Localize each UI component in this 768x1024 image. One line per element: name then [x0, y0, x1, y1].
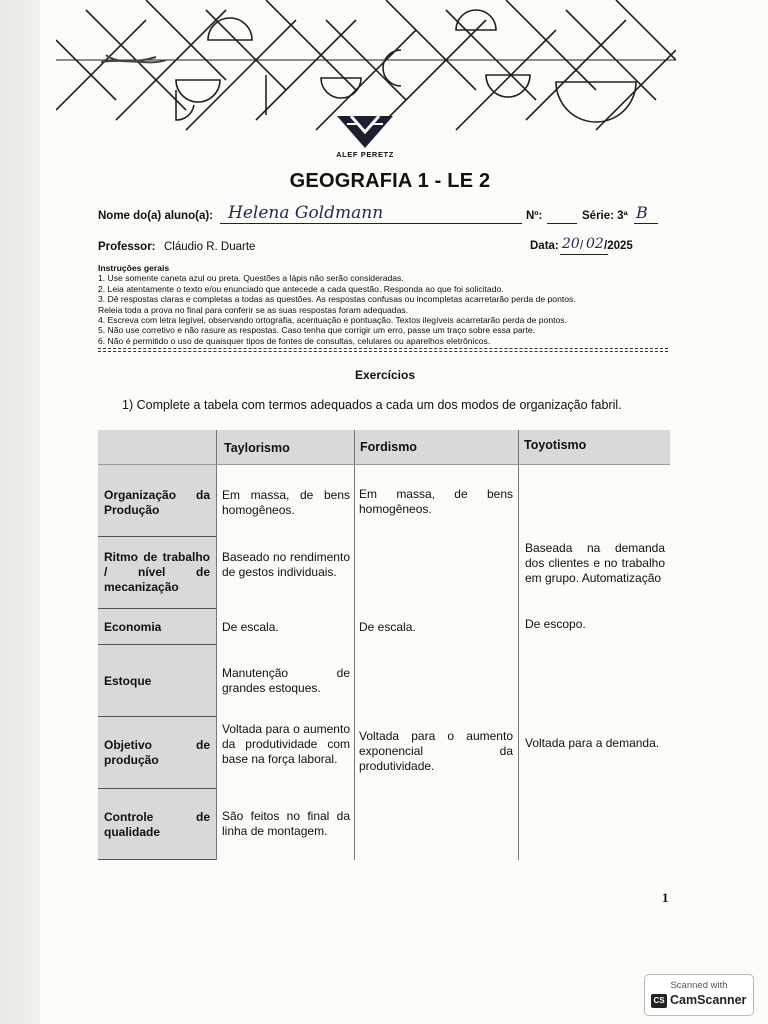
teacher-name: Cláudio R. Duarte: [164, 241, 256, 253]
date-line: [560, 254, 608, 255]
student-name-line: [220, 223, 522, 224]
instruction-item: 6. Não é permitido o uso de quaisquer tipos de fontes de consultas, celulares ou aparelhos eletrônicos.: [98, 335, 491, 346]
date-label: Data:: [530, 240, 559, 252]
alef-peretz-logo: [333, 112, 397, 152]
row-header-economia: Economia: [98, 620, 216, 635]
page-title: GEOGRAFIA 1 - LE 2: [289, 170, 491, 192]
badge-brand: CamScanner: [670, 993, 747, 1007]
table-cell: Voltada para o aumento da produtividade com base na força laboral.: [222, 722, 350, 766]
instruction-item: 2. Leia atentamente o texto e/ou enunciado que antecede a cada questão. Responda ao que foi solicitado.: [98, 283, 504, 294]
student-name-handwriting: Helena Goldmann: [228, 203, 384, 223]
instruction-item: 3. Dê respostas claras e completas a todas as questões. As respostas confusas ou incompletas acarretarão perda de pontos.: [98, 294, 576, 305]
serie-line: [634, 223, 658, 224]
instruction-item: 1. Use somente caneta azul ou preta. Questões a lápis não serão consideradas.: [98, 273, 404, 284]
divider-rule: [98, 348, 668, 349]
instruction-item: Releia toda a prova no final para conferir se as suas respostas foram adequadas.: [98, 304, 409, 315]
student-name-label: Nome do(a) aluno(a):: [98, 210, 213, 222]
table-cell: Baseada na demanda dos clientes e no trabalho em grupo. Automatização: [525, 541, 665, 585]
instructions-block: [98, 263, 678, 346]
serie-handwriting: B: [636, 203, 648, 222]
table-cell: Baseado no rendimento de gestos individuais.: [222, 550, 350, 579]
column-header-toyotismo: Toyotismo: [524, 438, 587, 452]
section-title: Exercícios: [354, 368, 416, 382]
number-line: [547, 223, 577, 224]
question-text: 1) Complete a tabela com termos adequados a cada um dos modos de organização fabril.: [122, 398, 622, 412]
divider-rule: [98, 351, 668, 352]
row-header-objetivo: Objetivo de produção: [98, 738, 216, 768]
table-cell: Em massa, de bens homogêneos.: [359, 487, 513, 516]
factory-organization-table: [98, 430, 670, 860]
date-month-handwriting: 02: [586, 236, 604, 252]
camscanner-icon: CS: [651, 994, 667, 1008]
column-header-taylorismo: Taylorismo: [224, 441, 290, 455]
table-cell: Manutenção de grandes estoques.: [222, 666, 350, 695]
instruction-item: 4. Escreva com letra legível, observando ortografia, acentuação e pontuação. Textos ilegíveis acarretarão perda de pontos.: [98, 315, 567, 326]
table-cell: Voltada para a demanda.: [525, 736, 660, 750]
number-label: Nº:: [526, 210, 543, 222]
column-header-fordismo: Fordismo: [360, 440, 417, 454]
table-cell: Voltada para o aumento exponencial da produtividade.: [359, 729, 513, 773]
instruction-item: 5. Não use corretivo e não rasure as respostas. Caso tenha que corrigir um erro, passe um traço sobre essa parte.: [98, 325, 536, 336]
page-number: 1: [662, 890, 669, 905]
row-header-organizacao: Organização da Produção: [98, 488, 216, 518]
table-cell: São feitos no final da linha de montagem.: [222, 809, 350, 838]
brand-name: ALEF PERETZ: [336, 150, 394, 159]
serie-label: Série: 3ª: [582, 210, 628, 222]
teacher-label: Professor:: [98, 241, 156, 253]
table-cell: Em massa, de bens homogêneos.: [222, 488, 350, 517]
row-header-ritmo: Ritmo de trabalho / nível de mecanização: [98, 550, 216, 595]
table-cell: De escala.: [359, 620, 416, 634]
date-day-handwriting: 20: [562, 236, 580, 252]
row-header-estoque: Estoque: [98, 674, 216, 689]
row-header-controle: Controle de qualidade: [98, 810, 216, 840]
camscanner-badge: [644, 974, 754, 1016]
badge-caption: Scanned with: [670, 980, 728, 991]
table-cell: De escala.: [222, 620, 279, 634]
table-cell: De escopo.: [525, 617, 586, 631]
instructions-title: Instruções gerais: [98, 263, 170, 273]
date-year: /2025: [604, 240, 633, 252]
